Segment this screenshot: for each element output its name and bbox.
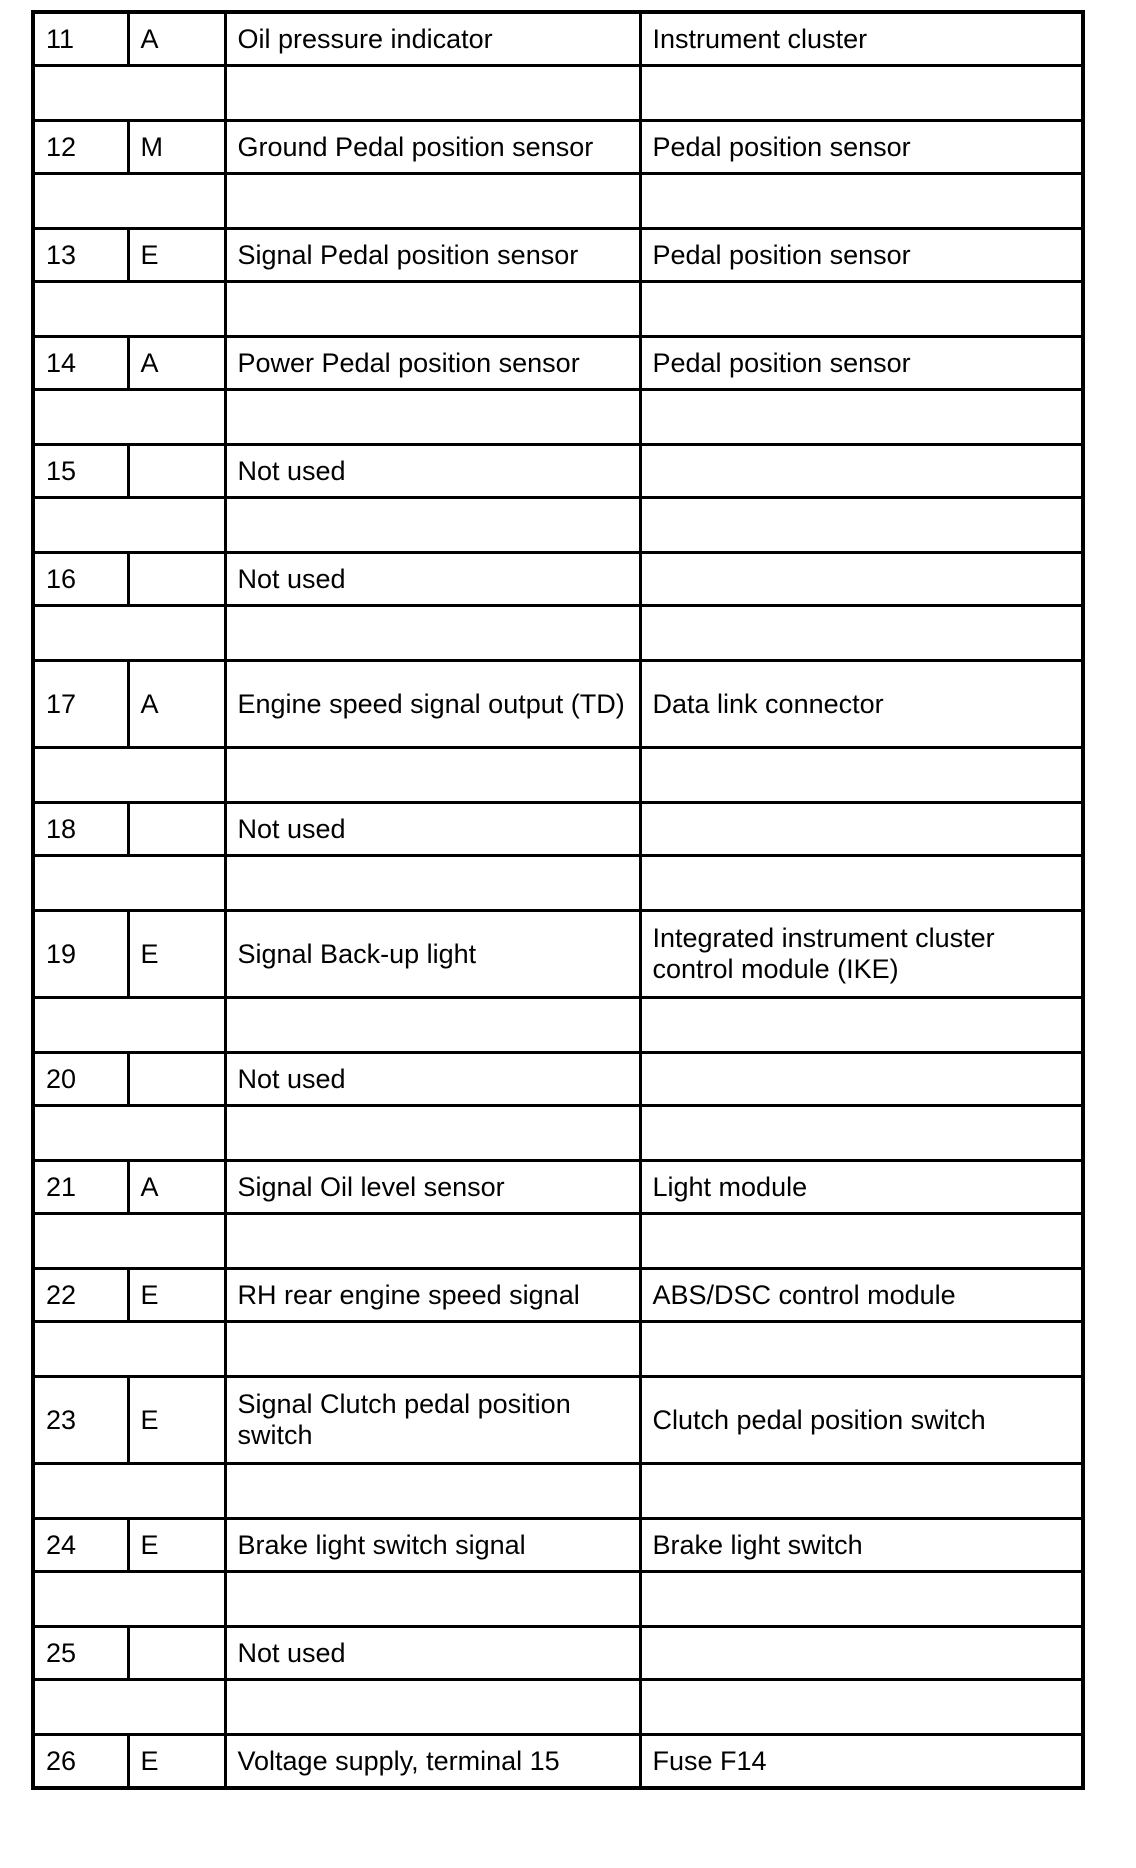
pin-number: 25 (33, 1627, 128, 1680)
pin-description: Signal Pedal position sensor (225, 229, 640, 282)
pin-connection: Pedal position sensor (640, 121, 1083, 174)
table-row (33, 803, 1083, 856)
signal-type: M (128, 121, 225, 174)
signal-type: E (128, 1269, 225, 1322)
pin-description: Not used (225, 445, 640, 498)
pin-connection: Clutch pedal position switch (640, 1377, 1083, 1464)
table-row (33, 1735, 1083, 1789)
spacer-row (33, 1680, 1083, 1735)
table-row (33, 337, 1083, 390)
pin-connection: Brake light switch (640, 1519, 1083, 1572)
pin-number: 19 (33, 911, 128, 998)
pin-connection: Fuse F14 (640, 1735, 1083, 1789)
pin-assignment-table (31, 10, 1085, 1790)
pin-description: Voltage supply, terminal 15 (225, 1735, 640, 1789)
pin-number: 21 (33, 1161, 128, 1214)
pin-description: Engine speed signal output (TD) (225, 661, 640, 748)
signal-type: E (128, 1519, 225, 1572)
pin-number: 16 (33, 553, 128, 606)
pin-number: 20 (33, 1053, 128, 1106)
pin-number: 18 (33, 803, 128, 856)
pin-number: 15 (33, 445, 128, 498)
pin-number: 26 (33, 1735, 128, 1789)
pin-connection: Data link connector (640, 661, 1083, 748)
table-row (33, 1519, 1083, 1572)
signal-type (128, 445, 225, 498)
pin-number: 22 (33, 1269, 128, 1322)
signal-type (128, 803, 225, 856)
pin-connection: Pedal position sensor (640, 337, 1083, 390)
pin-number: 17 (33, 661, 128, 748)
table-row (33, 1627, 1083, 1680)
spacer-row (33, 498, 1083, 553)
pin-connection (640, 445, 1083, 498)
pin-description: Signal Clutch pedal position switch (225, 1377, 640, 1464)
pin-description: Not used (225, 803, 640, 856)
spacer-row (33, 748, 1083, 803)
pin-description: Signal Oil level sensor (225, 1161, 640, 1214)
pin-description: Brake light switch signal (225, 1519, 640, 1572)
table-row (33, 12, 1083, 66)
spacer-row (33, 66, 1083, 121)
spacer-row (33, 390, 1083, 445)
signal-type: A (128, 12, 225, 66)
signal-type: A (128, 1161, 225, 1214)
table-row (33, 121, 1083, 174)
table-row (33, 661, 1083, 748)
pin-description: Oil pressure indicator (225, 12, 640, 66)
signal-type: E (128, 1377, 225, 1464)
pin-connection: Integrated instrument cluster control module (IKE) (640, 911, 1083, 998)
signal-type: E (128, 229, 225, 282)
pin-number: 11 (33, 12, 128, 66)
pin-number: 13 (33, 229, 128, 282)
spacer-row (33, 1322, 1083, 1377)
pin-number: 14 (33, 337, 128, 390)
spacer-row (33, 174, 1083, 229)
table-row (33, 1161, 1083, 1214)
pin-connection (640, 1627, 1083, 1680)
signal-type: A (128, 661, 225, 748)
table-row (33, 1053, 1083, 1106)
spacer-row (33, 856, 1083, 911)
spacer-row (33, 1214, 1083, 1269)
table-row (33, 553, 1083, 606)
spacer-row (33, 1464, 1083, 1519)
spacer-row (33, 1106, 1083, 1161)
spacer-row (33, 282, 1083, 337)
pin-description: Not used (225, 553, 640, 606)
signal-type: E (128, 1735, 225, 1789)
pin-description: RH rear engine speed signal (225, 1269, 640, 1322)
pin-description: Power Pedal position sensor (225, 337, 640, 390)
pin-connection: ABS/DSC control module (640, 1269, 1083, 1322)
pin-description: Not used (225, 1627, 640, 1680)
pin-connection (640, 553, 1083, 606)
table-row (33, 911, 1083, 998)
signal-type (128, 553, 225, 606)
table-row (33, 445, 1083, 498)
pin-connection (640, 1053, 1083, 1106)
pin-number: 23 (33, 1377, 128, 1464)
pin-description: Not used (225, 1053, 640, 1106)
pin-connection: Light module (640, 1161, 1083, 1214)
table-row (33, 1269, 1083, 1322)
spacer-row (33, 606, 1083, 661)
signal-type: A (128, 337, 225, 390)
signal-type: E (128, 911, 225, 998)
pin-number: 24 (33, 1519, 128, 1572)
pin-description: Signal Back-up light (225, 911, 640, 998)
pin-description: Ground Pedal position sensor (225, 121, 640, 174)
signal-type (128, 1627, 225, 1680)
spacer-row (33, 998, 1083, 1053)
pin-connection: Pedal position sensor (640, 229, 1083, 282)
table-row (33, 229, 1083, 282)
spacer-row (33, 1572, 1083, 1627)
pin-connection: Instrument cluster (640, 12, 1083, 66)
signal-type (128, 1053, 225, 1106)
pin-number: 12 (33, 121, 128, 174)
table-row (33, 1377, 1083, 1464)
pin-connection (640, 803, 1083, 856)
